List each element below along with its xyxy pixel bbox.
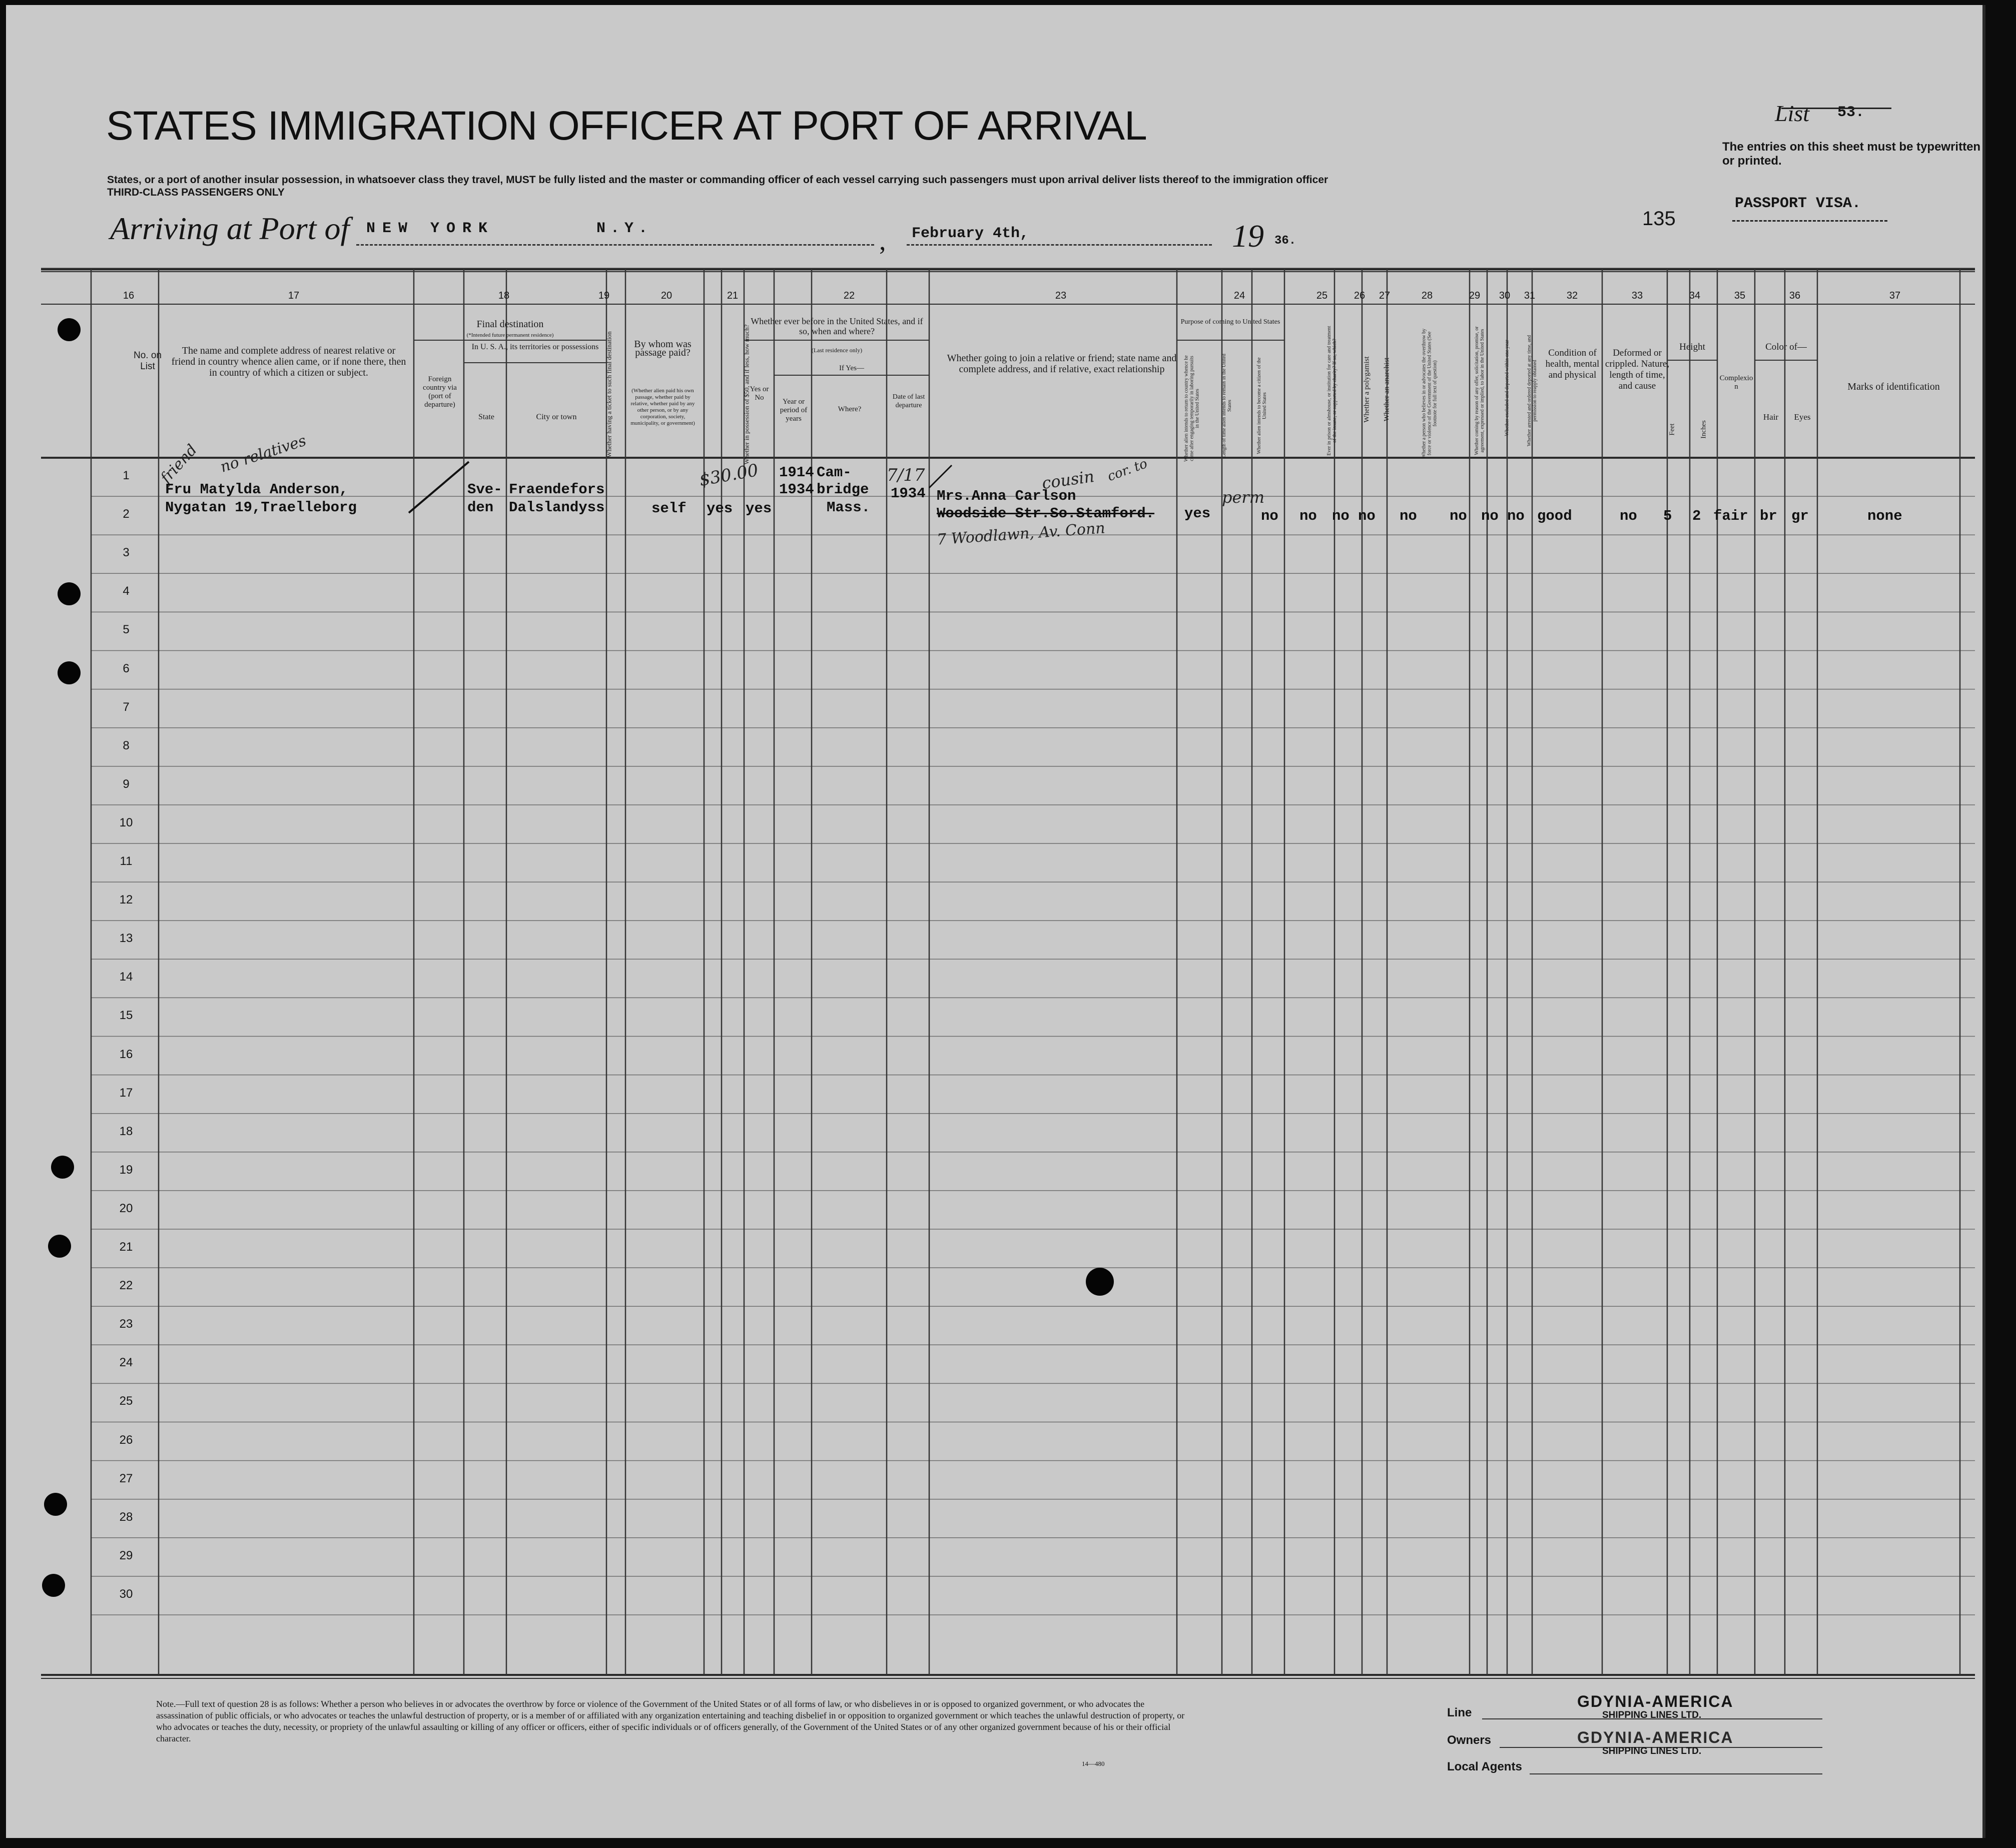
row-number: 6 [123, 661, 130, 675]
passport-visa: PASSPORT VISA. [1735, 195, 1861, 212]
row-number: 29 [119, 1548, 133, 1562]
identification-marks: none [1867, 508, 1902, 524]
line-stamp-subtitle: SHIPPING LINES LTD. [1602, 1710, 1702, 1720]
manifest-grid [6, 5, 1982, 1838]
row-number: 1 [123, 469, 130, 482]
binder-hole [48, 1235, 71, 1258]
colnum-27: 27 [1379, 290, 1391, 301]
line-label: Line [1447, 1706, 1472, 1719]
row-number: 20 [119, 1201, 133, 1215]
purpose-citizen: no [1261, 508, 1278, 524]
colnum-32: 32 [1566, 290, 1578, 301]
header-inches: Inches [1700, 420, 1708, 439]
row-number: 9 [123, 777, 130, 791]
answer-excluded: no [1481, 508, 1499, 524]
row-number: 19 [119, 1163, 133, 1177]
subtitle-class: THIRD-CLASS PASSENGERS ONLY [107, 187, 285, 198]
row-number: 11 [120, 854, 133, 868]
relative-annotation-friend: friend [157, 441, 201, 487]
join-correction: cor. to [1105, 456, 1150, 485]
header-passage: By whom was passage paid? [634, 339, 692, 358]
header-if-yes: If Yes— [839, 364, 864, 372]
foreign-country-line2: den [467, 499, 494, 516]
list-label: List [1775, 101, 1810, 126]
port-name: NEW YORK [366, 220, 495, 237]
header-height: Height [1679, 342, 1705, 352]
row-number: 28 [119, 1510, 133, 1524]
ink-blot [1086, 1268, 1114, 1296]
colnum-25: 25 [1316, 290, 1328, 301]
colnum-37: 37 [1889, 290, 1901, 301]
header-purpose-return: Whether alien intends to return to country whence he came after engaging temporarily in laboring pursuits in the United States [1183, 355, 1200, 462]
colnum-34: 34 [1689, 290, 1701, 301]
before-us-where-2: bridge [817, 481, 869, 498]
passage-paid-by: self [651, 500, 687, 517]
header-yes-no: Yes or No [750, 385, 769, 402]
height-inches: 2 [1692, 508, 1701, 524]
foreign-country-dash [406, 458, 471, 518]
colnum-16: 16 [123, 290, 135, 301]
header-polygamist: Whether a polygamist [1363, 356, 1371, 423]
row-number: 4 [123, 584, 130, 598]
header-final-destination: Final destination [476, 319, 544, 330]
row-number: 12 [119, 893, 133, 907]
deformed-answer: no [1620, 508, 1637, 524]
answer-prison: no [1299, 508, 1317, 524]
purpose-return: yes [1184, 505, 1211, 522]
answer-labor-offer: no [1450, 508, 1467, 524]
typewritten-instruction: The entries on this sheet must be typewritten or printed. [1722, 140, 1981, 168]
header-no-on-list: No. on List [134, 350, 162, 372]
binder-hole [58, 318, 81, 341]
colnum-22: 22 [843, 290, 855, 301]
header-complexion: Complexion [1719, 374, 1753, 391]
row-number: 18 [119, 1124, 133, 1138]
binder-hole [44, 1493, 67, 1516]
colnum-33: 33 [1631, 290, 1643, 301]
header-labor-offer: Whether coming by reason of any offer, solicitation, promise, or agreement, expressed or implied, to labor in the United States [1474, 326, 1485, 455]
departure-date-hand: 7/17 [887, 465, 925, 485]
colnum-17: 17 [288, 290, 300, 301]
row-number: 23 [119, 1317, 133, 1331]
form-number: 14—480 [1082, 1760, 1105, 1767]
header-feet: Feet [1668, 423, 1676, 436]
header-anarchist: Whether an anarchist [1383, 357, 1391, 422]
colnum-29: 29 [1469, 290, 1481, 301]
header-arrested: Whether arrested and ordered deported at any time, and permission to reapply obtained [1527, 335, 1538, 447]
header-year-period: Year or period of years [780, 398, 808, 423]
row-number: 17 [119, 1086, 133, 1100]
header-possession: Whether in possession of $50, and if less, how much? [743, 324, 751, 465]
row-number: 8 [123, 738, 130, 752]
header-hair: Hair [1763, 412, 1779, 422]
header-state: State [478, 413, 494, 421]
departure-year: 1934 [891, 485, 926, 502]
row-number: 10 [119, 815, 133, 829]
binder-hole [42, 1574, 65, 1597]
row-number: 22 [119, 1279, 133, 1293]
comma: , [879, 226, 886, 256]
eye-color: gr [1791, 508, 1809, 524]
header-join-relative: Whether going to join a relative or friend; state name and complete address, and if relative, exact relationship [947, 353, 1177, 375]
before-us-year-2: 1934 [779, 481, 814, 498]
header-city: City or town [536, 413, 577, 421]
colnum-35: 35 [1734, 290, 1746, 301]
owners-stamp-company: GDYNIA-AMERICA [1577, 1728, 1734, 1746]
header-purpose-length: Length of time alien intends to remain in the United States [1221, 354, 1232, 458]
colnum-28: 28 [1421, 290, 1433, 301]
row-number: 2 [123, 507, 130, 521]
year-suffix: 36. [1274, 234, 1296, 248]
binder-hole [58, 661, 81, 684]
foreign-country-line1: Sve- [467, 481, 502, 498]
year-prefix: 19 [1232, 218, 1264, 254]
binder-hole [58, 582, 81, 605]
complexion-value: fair [1713, 508, 1748, 524]
colnum-24: 24 [1233, 290, 1245, 301]
header-foreign-country: Foreign country via (port of departure) [423, 375, 457, 409]
header-last-residence: (Last residence only) [811, 347, 863, 354]
binder-hole [51, 1156, 74, 1179]
owners-label: Owners [1447, 1733, 1492, 1747]
header-ticket: Whether having a ticket to such final destination [605, 331, 613, 458]
list-number: 53. [1837, 104, 1865, 121]
health-condition: good [1537, 508, 1572, 524]
colnum-31: 31 [1524, 290, 1536, 301]
colnum-23: 23 [1055, 290, 1067, 301]
header-prison: Ever in prison or almshouse, or institution for care and treatment of the insane, or supported by charity? If so, which? [1326, 326, 1337, 456]
before-us-yes: yes [746, 500, 772, 517]
answer-polygamist: no [1332, 508, 1350, 524]
page-title: STATES IMMIGRATION OFFICER AT PORT OF ARRIVAL [106, 103, 1147, 149]
subtitle-instructions: States, or a port of another insular possession, in whatsoever class they travel, MUST be fully listed and the master or commanding officer of each vessel carrying such passengers must upon arrival deliver lists thereof to the immigration officer [107, 174, 1328, 186]
before-us-year-1: 1914 [779, 464, 814, 481]
arriving-label: Arriving at Port of [110, 211, 350, 246]
local-agents-label: Local Agents [1447, 1760, 1522, 1773]
row-number: 7 [123, 700, 130, 714]
port-state: N.Y. [596, 220, 653, 237]
header-where: Where? [838, 405, 862, 413]
before-us-where-1: Cam- [817, 464, 852, 481]
destination-city-line2: Dalslandyss [509, 499, 605, 516]
header-passage-note: (Whether alien paid his own passage, whether paid by relative, whether paid by any other person, or by any corporation, society, municipality, or government) [630, 388, 695, 426]
row-number: 21 [119, 1240, 133, 1254]
relative-name: Fru Matylda Anderson, [165, 481, 348, 498]
join-address-struck: Woodside Str.So.Stamford. [937, 505, 1155, 522]
height-feet: 5 [1663, 508, 1672, 524]
join-name: Mrs.Anna Carlson [937, 488, 1076, 504]
destination-city-line1: Fraendefors [509, 481, 605, 498]
colnum-18: 18 [498, 290, 510, 301]
row-number: 14 [119, 970, 133, 984]
answer-anarchist: no [1358, 508, 1376, 524]
colnum-20: 20 [660, 290, 673, 301]
arrival-date: February 4th, [912, 225, 1029, 242]
row-number: 16 [119, 1047, 133, 1061]
header-overthrow: Whether a person who believes in or advocates the overthrow by force or violence of the Government of the United States (See footnote for full text of question) [1421, 328, 1438, 459]
possession-amount: $30.00 [698, 460, 760, 491]
header-in-usa: In U. S. A., its territories or possessions [471, 343, 599, 351]
footnote-question-28: Note.—Full text of question 28 is as follows: Whether a person who believes in or advocates the overthrow by force or violence of the Government of the United States or of all forms of law, or who disbelieves in or is opposed to organized government, or who advocates the assassination of public officials, or who advocates or teaches the unlawful destruction of property, or is a member of or affiliated with any organization entertaining and teaching disbelief in or opposition to organized government or which teaches the unlawful destruction of property, or who advocates or teaches the duty, necessity, or propriety of the unlawful assaulting or killing of any officer or officers, either of specific individuals or of officers generally, of the Government of the United States or of any other organized government because of his or their official character. [156, 1699, 1185, 1743]
header-eyes: Eyes [1794, 412, 1811, 422]
header-color-of: Color of— [1765, 342, 1807, 352]
line-stamp-company: GDYNIA-AMERICA [1577, 1692, 1734, 1710]
manifest-sheet [6, 5, 1985, 1838]
row-number: 3 [123, 546, 130, 560]
relative-annotation-no-relatives: no relatives [218, 432, 309, 476]
answer-overthrow: no [1400, 508, 1417, 524]
owners-stamp-subtitle: SHIPPING LINES LTD. [1602, 1746, 1702, 1756]
header-deformed: Deformed or crippled. Nature, length of time, and cause [1605, 348, 1670, 391]
sheet-number: 135 [1642, 208, 1676, 230]
header-relative: The name and complete address of nearest relative or friend in country whence alien came, or if none there, then in country of which a citizen or subject. [171, 345, 406, 378]
colnum-30: 30 [1499, 290, 1511, 301]
header-purpose-citizen: Whether alien intends to become a citizen of the United States [1256, 357, 1267, 454]
answer-arrested: no [1507, 508, 1525, 524]
header-purpose: Purpose of coming to United States [1180, 318, 1280, 326]
join-relation-cousin: cousin [1040, 466, 1096, 493]
row-number: 5 [123, 623, 130, 637]
header-health: Condition of health, mental and physical [1545, 348, 1600, 380]
header-final-destination-note: (*Intended future permanent residence) [466, 332, 554, 338]
row-number: 27 [119, 1471, 133, 1485]
header-excluded: Whether excluded and deported within one year [1504, 340, 1510, 436]
relative-address: Nygatan 19,Traelleborg [165, 499, 357, 516]
header-date-departure: Date of last departure [892, 393, 925, 409]
row-number: 25 [119, 1394, 133, 1408]
join-address-corrected: 7 Woodlawn, Av. Conn [936, 519, 1106, 549]
header-before-us: Whether ever before in the United States, and if so, when and where? [751, 316, 923, 336]
row-number: 13 [119, 932, 133, 946]
row-number: 24 [119, 1356, 133, 1370]
purpose-length: perm [1222, 488, 1265, 507]
agents-underline [1530, 1773, 1822, 1774]
row-number: 30 [119, 1587, 133, 1601]
possession-yes: yes [707, 500, 733, 517]
colnum-26: 26 [1354, 290, 1366, 301]
row-number: 26 [119, 1433, 133, 1447]
colnum-36: 36 [1789, 290, 1801, 301]
header-marks: Marks of identification [1847, 381, 1940, 392]
colnum-21: 21 [727, 290, 739, 301]
row-number: 15 [119, 1009, 133, 1023]
hair-color: br [1760, 508, 1777, 524]
before-us-where-3: Mass. [827, 499, 871, 516]
colnum-19: 19 [598, 290, 610, 301]
